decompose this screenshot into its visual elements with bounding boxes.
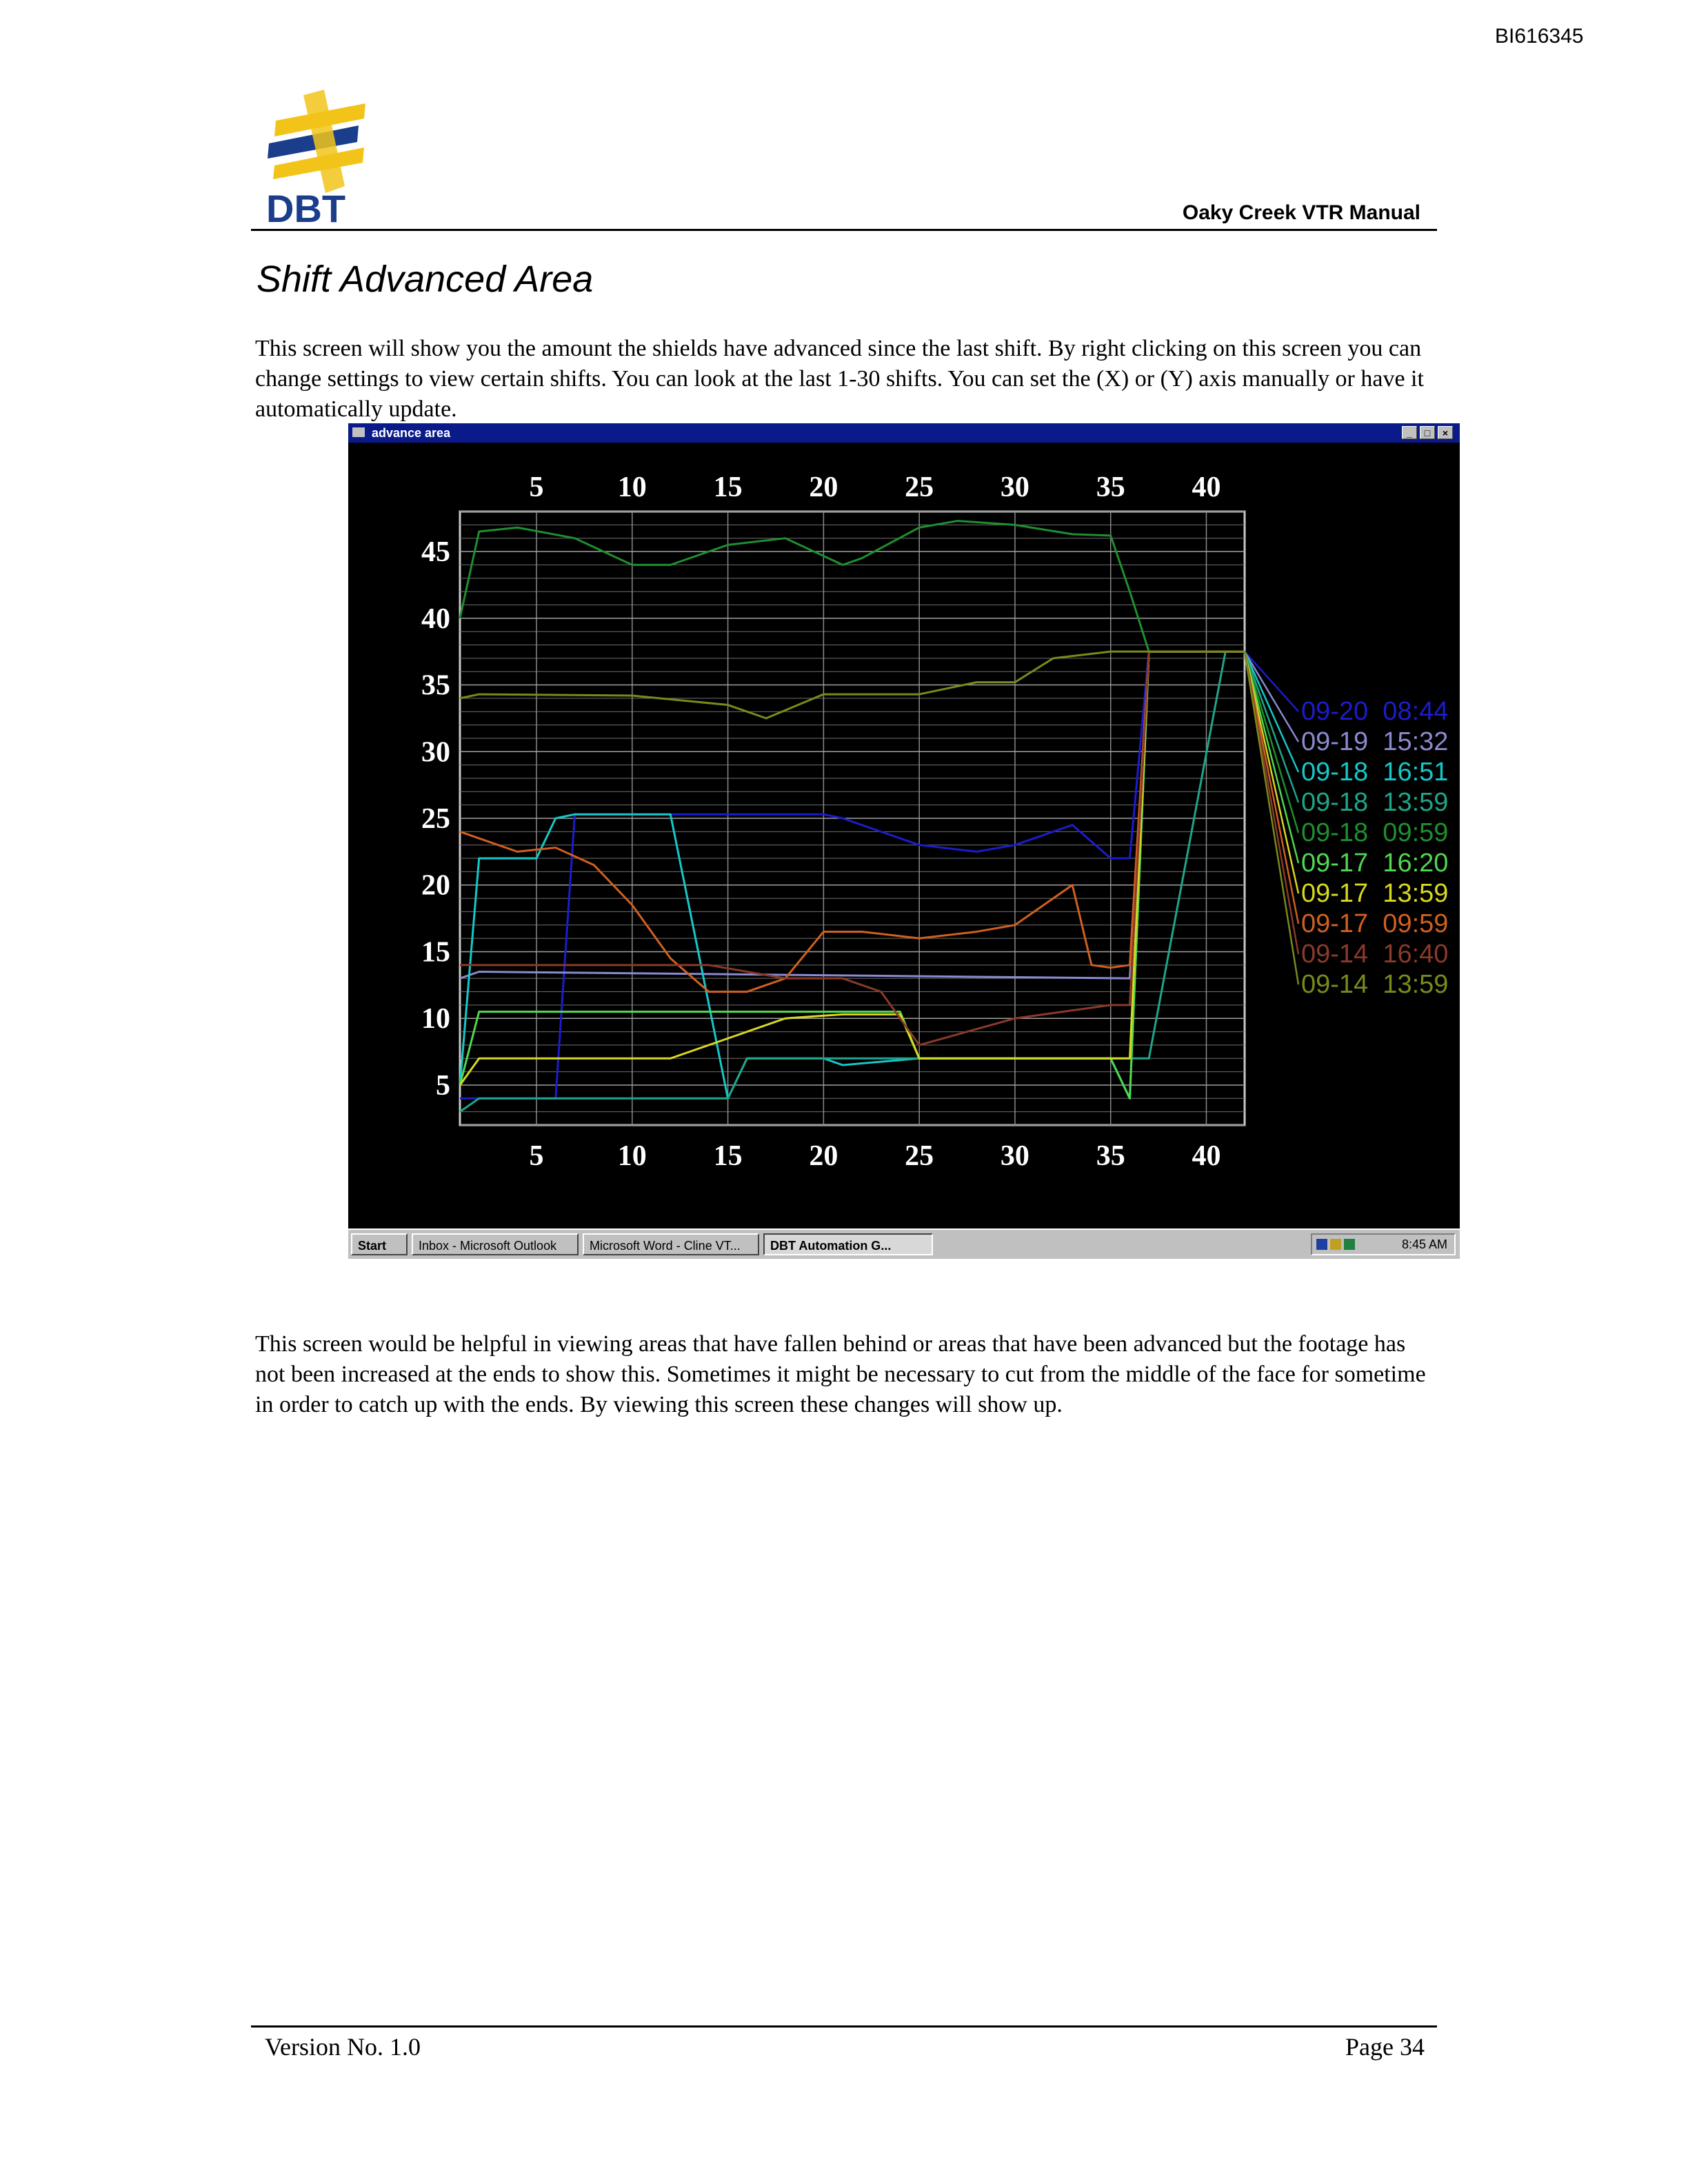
taskbar-clock: 8:45 AM [1401, 1237, 1447, 1251]
legend-label-7: 09-17 09:59 [1301, 909, 1449, 938]
taskbar-item-dbt-automation[interactable]: DBT Automation G... [763, 1233, 933, 1255]
dbt-logo-text: DBT [266, 187, 346, 228]
legend-label-2: 09-18 16:51 [1301, 758, 1449, 787]
x-tick-label-top: 40 [1192, 472, 1221, 503]
x-tick-label-bottom: 35 [1096, 1140, 1125, 1172]
dbt-logo [262, 90, 372, 228]
x-tick-label-bottom: 30 [1000, 1140, 1029, 1172]
y-tick-label: 40 [421, 603, 450, 635]
x-tick-label-top: 30 [1000, 472, 1029, 503]
legend-label-0: 09-20 08:44 [1301, 697, 1449, 726]
legend-label-1: 09-19 15:32 [1301, 727, 1449, 756]
x-tick-label-bottom: 20 [809, 1140, 838, 1172]
x-tick-label-top: 35 [1096, 472, 1125, 503]
x-tick-label-top: 15 [713, 472, 743, 503]
window-app-icon [352, 427, 365, 437]
manual-title: Oaky Creek VTR Manual [1182, 201, 1420, 224]
x-tick-label-top: 25 [905, 472, 934, 503]
taskbar-item-outlook[interactable]: Inbox - Microsoft Outlook [412, 1233, 579, 1255]
dbt-logo-mark [268, 90, 365, 193]
y-tick-label: 25 [421, 803, 450, 835]
legend-label-8: 09-14 16:40 [1301, 940, 1449, 969]
intro-paragraph: This screen will show you the amount the shields have advanced since the last shift. By right clicking on this screen you can change settings to view certain shifts. You can look at the last 1-30 shifts. You can set the (X) or (Y) axis manually or have it automatically update. [255, 336, 1424, 422]
footer-rule [251, 2025, 1437, 2028]
y-tick-label: 15 [421, 936, 450, 969]
minimize-button[interactable]: _ [1402, 426, 1417, 439]
legend-label-3: 09-18 13:59 [1301, 788, 1449, 817]
system-tray [1311, 1233, 1456, 1255]
y-tick-label: 30 [421, 736, 450, 769]
advance-area-chart[interactable] [348, 443, 1460, 1235]
y-tick-label: 20 [421, 869, 450, 902]
start-button[interactable]: Start [351, 1233, 408, 1255]
version-number: Version No. 1.0 [265, 2033, 421, 2061]
x-tick-label-top: 5 [529, 472, 544, 503]
network-icon[interactable] [1316, 1239, 1327, 1250]
x-tick-label-bottom: 25 [905, 1140, 934, 1172]
usage-paragraph: This screen would be helpful in viewing areas that have fallen behind or areas that have been advanced but the footage has not been increased at the ends to show this. Sometimes it might be necessary to cut from the middle of the face for sometime in order to catch up with the ends. By viewing this screen these changes will show up. [255, 1331, 1426, 1417]
x-tick-label-bottom: 40 [1192, 1140, 1221, 1172]
x-tick-label-top: 20 [809, 472, 838, 503]
header-rule [251, 229, 1437, 231]
y-tick-label: 35 [421, 669, 450, 702]
taskbar [348, 1228, 1460, 1259]
y-tick-label: 45 [421, 536, 450, 569]
monitor-icon[interactable] [1344, 1239, 1355, 1250]
advance-area-screenshot [348, 423, 1460, 1259]
x-tick-label-bottom: 15 [713, 1140, 743, 1172]
close-button[interactable]: × [1438, 426, 1453, 439]
page-number: Page 34 [1345, 2033, 1425, 2061]
volume-icon[interactable] [1330, 1239, 1341, 1250]
legend-label-4: 09-18 09:59 [1301, 818, 1449, 847]
window-title: advance area [372, 426, 451, 440]
document-id: BI616345 [1495, 25, 1584, 48]
y-tick-label: 5 [436, 1069, 450, 1102]
window-titlebar[interactable] [348, 423, 1460, 443]
x-tick-label-bottom: 5 [529, 1140, 544, 1172]
maximize-button[interactable]: □ [1420, 426, 1435, 439]
taskbar-item-word[interactable]: Microsoft Word - Cline VT... [583, 1233, 759, 1255]
legend-label-6: 09-17 13:59 [1301, 879, 1449, 908]
x-tick-label-bottom: 10 [617, 1140, 647, 1172]
section-title: Shift Advanced Area [257, 259, 594, 300]
y-tick-label: 10 [421, 1003, 450, 1035]
legend-label-5: 09-17 16:20 [1301, 849, 1449, 878]
x-tick-label-top: 10 [617, 472, 647, 503]
legend-label-9: 09-14 13:59 [1301, 970, 1449, 999]
